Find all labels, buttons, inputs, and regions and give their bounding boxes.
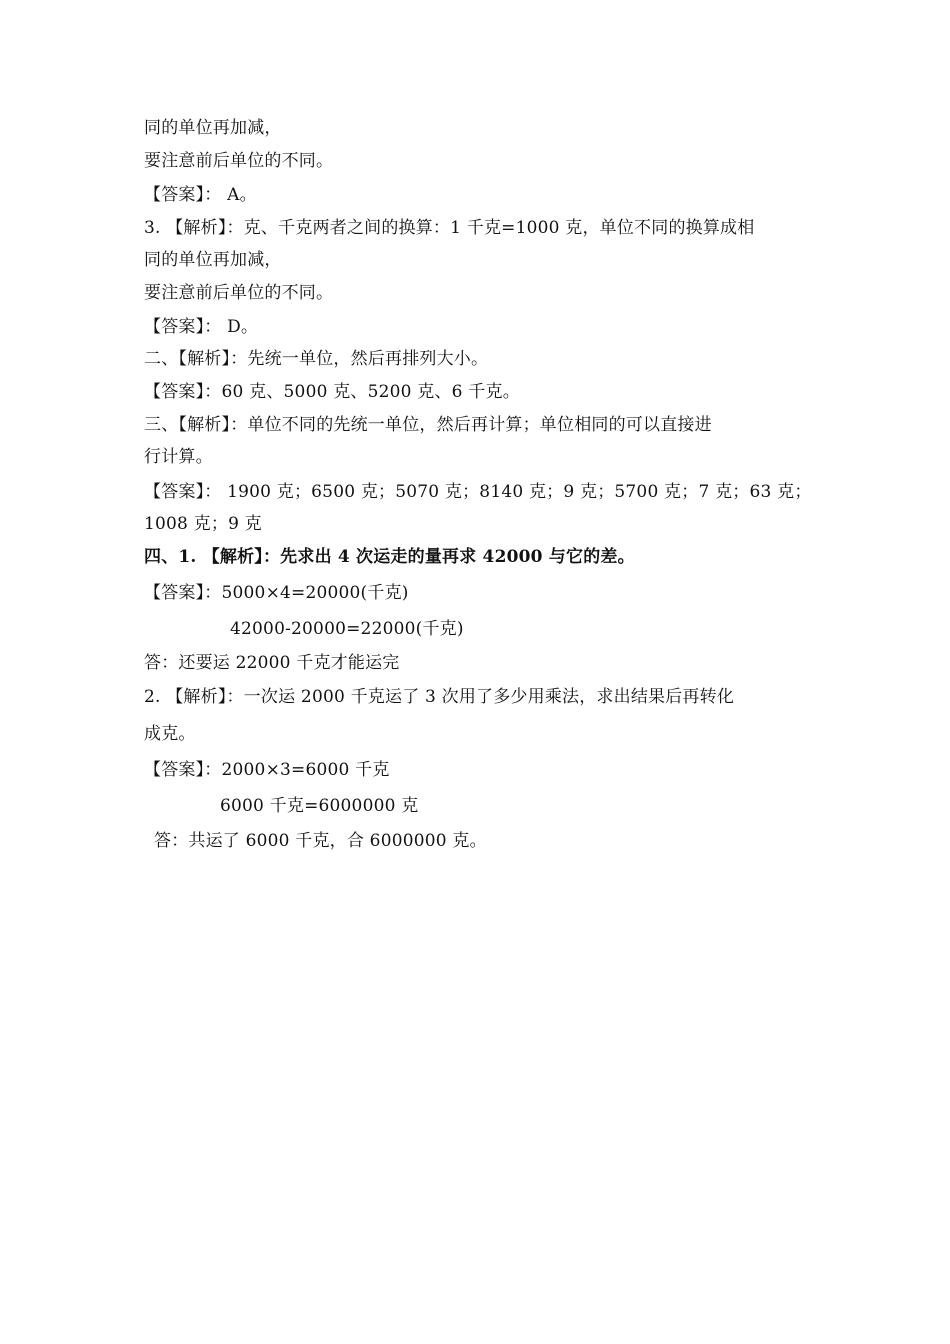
answer-line: 【答案】： D。 xyxy=(144,317,259,337)
answer-line: 【答案】： 1900 克；6500 克；5070 克；8140 克；9 克；5700 克；7 克；63 克； xyxy=(144,482,812,502)
analysis-line: 二、【解析】：先统一单位，然后再排列大小。 xyxy=(144,349,489,369)
text-line: 1008 克；9 克 xyxy=(144,514,262,534)
text-line: 要注意前后单位的不同。 xyxy=(144,151,334,171)
text-line: 同的单位再加减， xyxy=(144,250,282,270)
equation-line: 42000-20000=22000(千克) xyxy=(230,619,464,639)
reply-line: 答：共运了 6000 千克，合 6000000 克。 xyxy=(154,831,487,851)
analysis-line: 三、【解析】：单位不同的先统一单位，然后再计算；单位相同的可以直接进 xyxy=(144,415,712,435)
answer-line: 【答案】：5000×4=20000(千克) xyxy=(144,583,409,603)
text-line: 要注意前后单位的不同。 xyxy=(144,283,334,303)
answer-line: 【答案】：2000×3=6000 千克 xyxy=(144,760,390,780)
equation-line: 6000 千克=6000000 克 xyxy=(220,796,419,816)
answer-line: 【答案】： A。 xyxy=(144,185,257,205)
section-four-analysis: 四、1. 【解析】：先求出 4 次运走的量再求 42000 与它的差。 xyxy=(144,547,635,567)
analysis-line: 2. 【解析】：一次运 2000 千克运了 3 次用了多少用乘法，求出结果后再转化 xyxy=(144,687,735,707)
analysis-line: 3. 【解析】：克、千克两者之间的换算：1 千克=1000 克，单位不同的换算成相 xyxy=(144,218,755,238)
reply-line: 答：还要运 22000 千克才能运完 xyxy=(144,653,400,673)
text-line: 行计算。 xyxy=(144,447,213,467)
text-line: 同的单位再加减， xyxy=(144,118,282,138)
text-line: 成克。 xyxy=(144,724,196,744)
answer-line: 【答案】：60 克、5000 克、5200 克、6 千克。 xyxy=(144,382,520,402)
